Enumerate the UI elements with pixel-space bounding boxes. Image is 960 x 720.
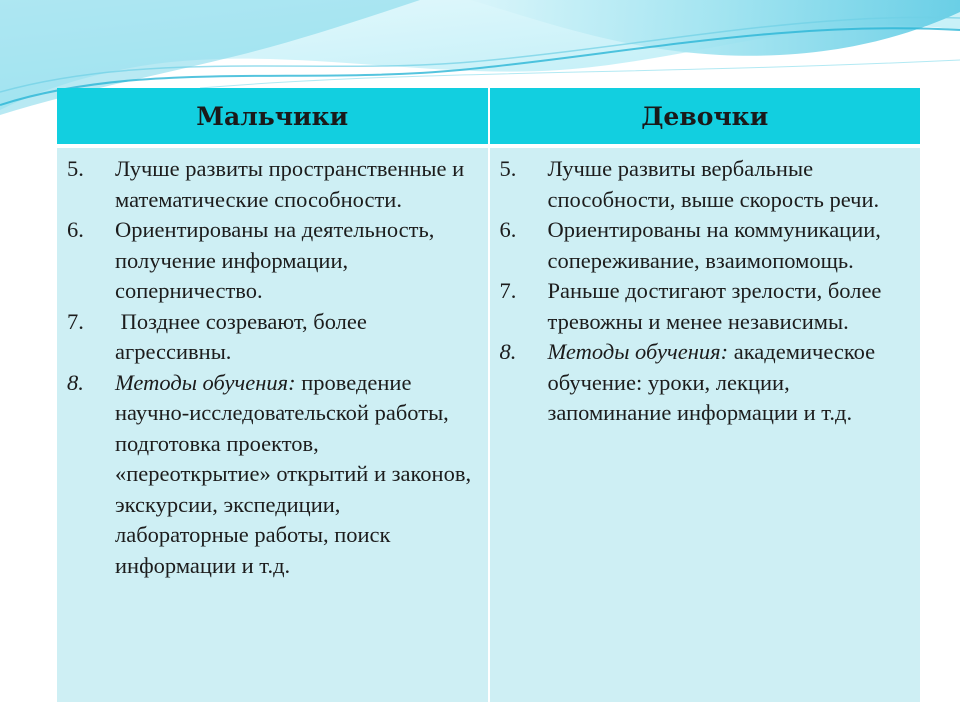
item-lead: Методы обучения:	[115, 369, 296, 395]
header-boys: Мальчики	[57, 88, 489, 146]
list-item	[67, 154, 480, 215]
list-item	[500, 215, 913, 276]
boys-cell	[57, 146, 489, 702]
item-number: 7.	[67, 308, 84, 334]
item-text-block	[115, 368, 480, 582]
girls-list	[500, 154, 913, 429]
table-header-row	[57, 88, 920, 146]
header-girls: Девочки	[489, 88, 921, 146]
comparison-table	[57, 88, 920, 702]
item-number: 8.	[67, 369, 84, 395]
item-number: 8.	[499, 339, 517, 364]
list-item	[500, 276, 913, 337]
item-number: 5.	[67, 156, 84, 181]
item-text: Раньше достигают зрелости, более тревожны и менее независимы.	[547, 278, 882, 334]
item-number: 6.	[499, 217, 517, 242]
list-item	[67, 368, 480, 582]
item-text: академическое обучение: уроки, лекции, запоминание информации и т.д.	[547, 339, 876, 425]
item-text: Ориентированы на коммуникации, сопереживание, взаимопомощь.	[547, 217, 881, 273]
list-item	[500, 154, 913, 215]
list-item	[500, 337, 913, 429]
item-number: 5.	[499, 156, 517, 181]
table-body-row	[57, 146, 920, 702]
item-text: Лучше развиты пространственные и математические способности.	[115, 156, 465, 212]
list-item	[67, 307, 480, 368]
boys-list	[67, 154, 480, 581]
item-text: Ориентированы на деятельность, получение информации, соперничество.	[115, 217, 435, 303]
list-item	[67, 215, 480, 307]
item-text: Лучше развиты вербальные способности, выше скорость речи.	[547, 156, 880, 212]
item-text-block	[548, 337, 913, 429]
item-number: 6.	[67, 217, 84, 242]
item-text: Позднее созревают, более агрессивны.	[115, 308, 373, 364]
item-number: 7.	[499, 278, 517, 303]
item-lead: Методы обучения:	[547, 339, 729, 364]
girls-cell	[489, 146, 921, 702]
item-text: проведение научно-исследовательской работы, подготовка проектов, «переоткрытие» открытий и законов, экскурсии, экспедиции, лабораторные работы, поиск информации и т.д.	[115, 369, 472, 578]
